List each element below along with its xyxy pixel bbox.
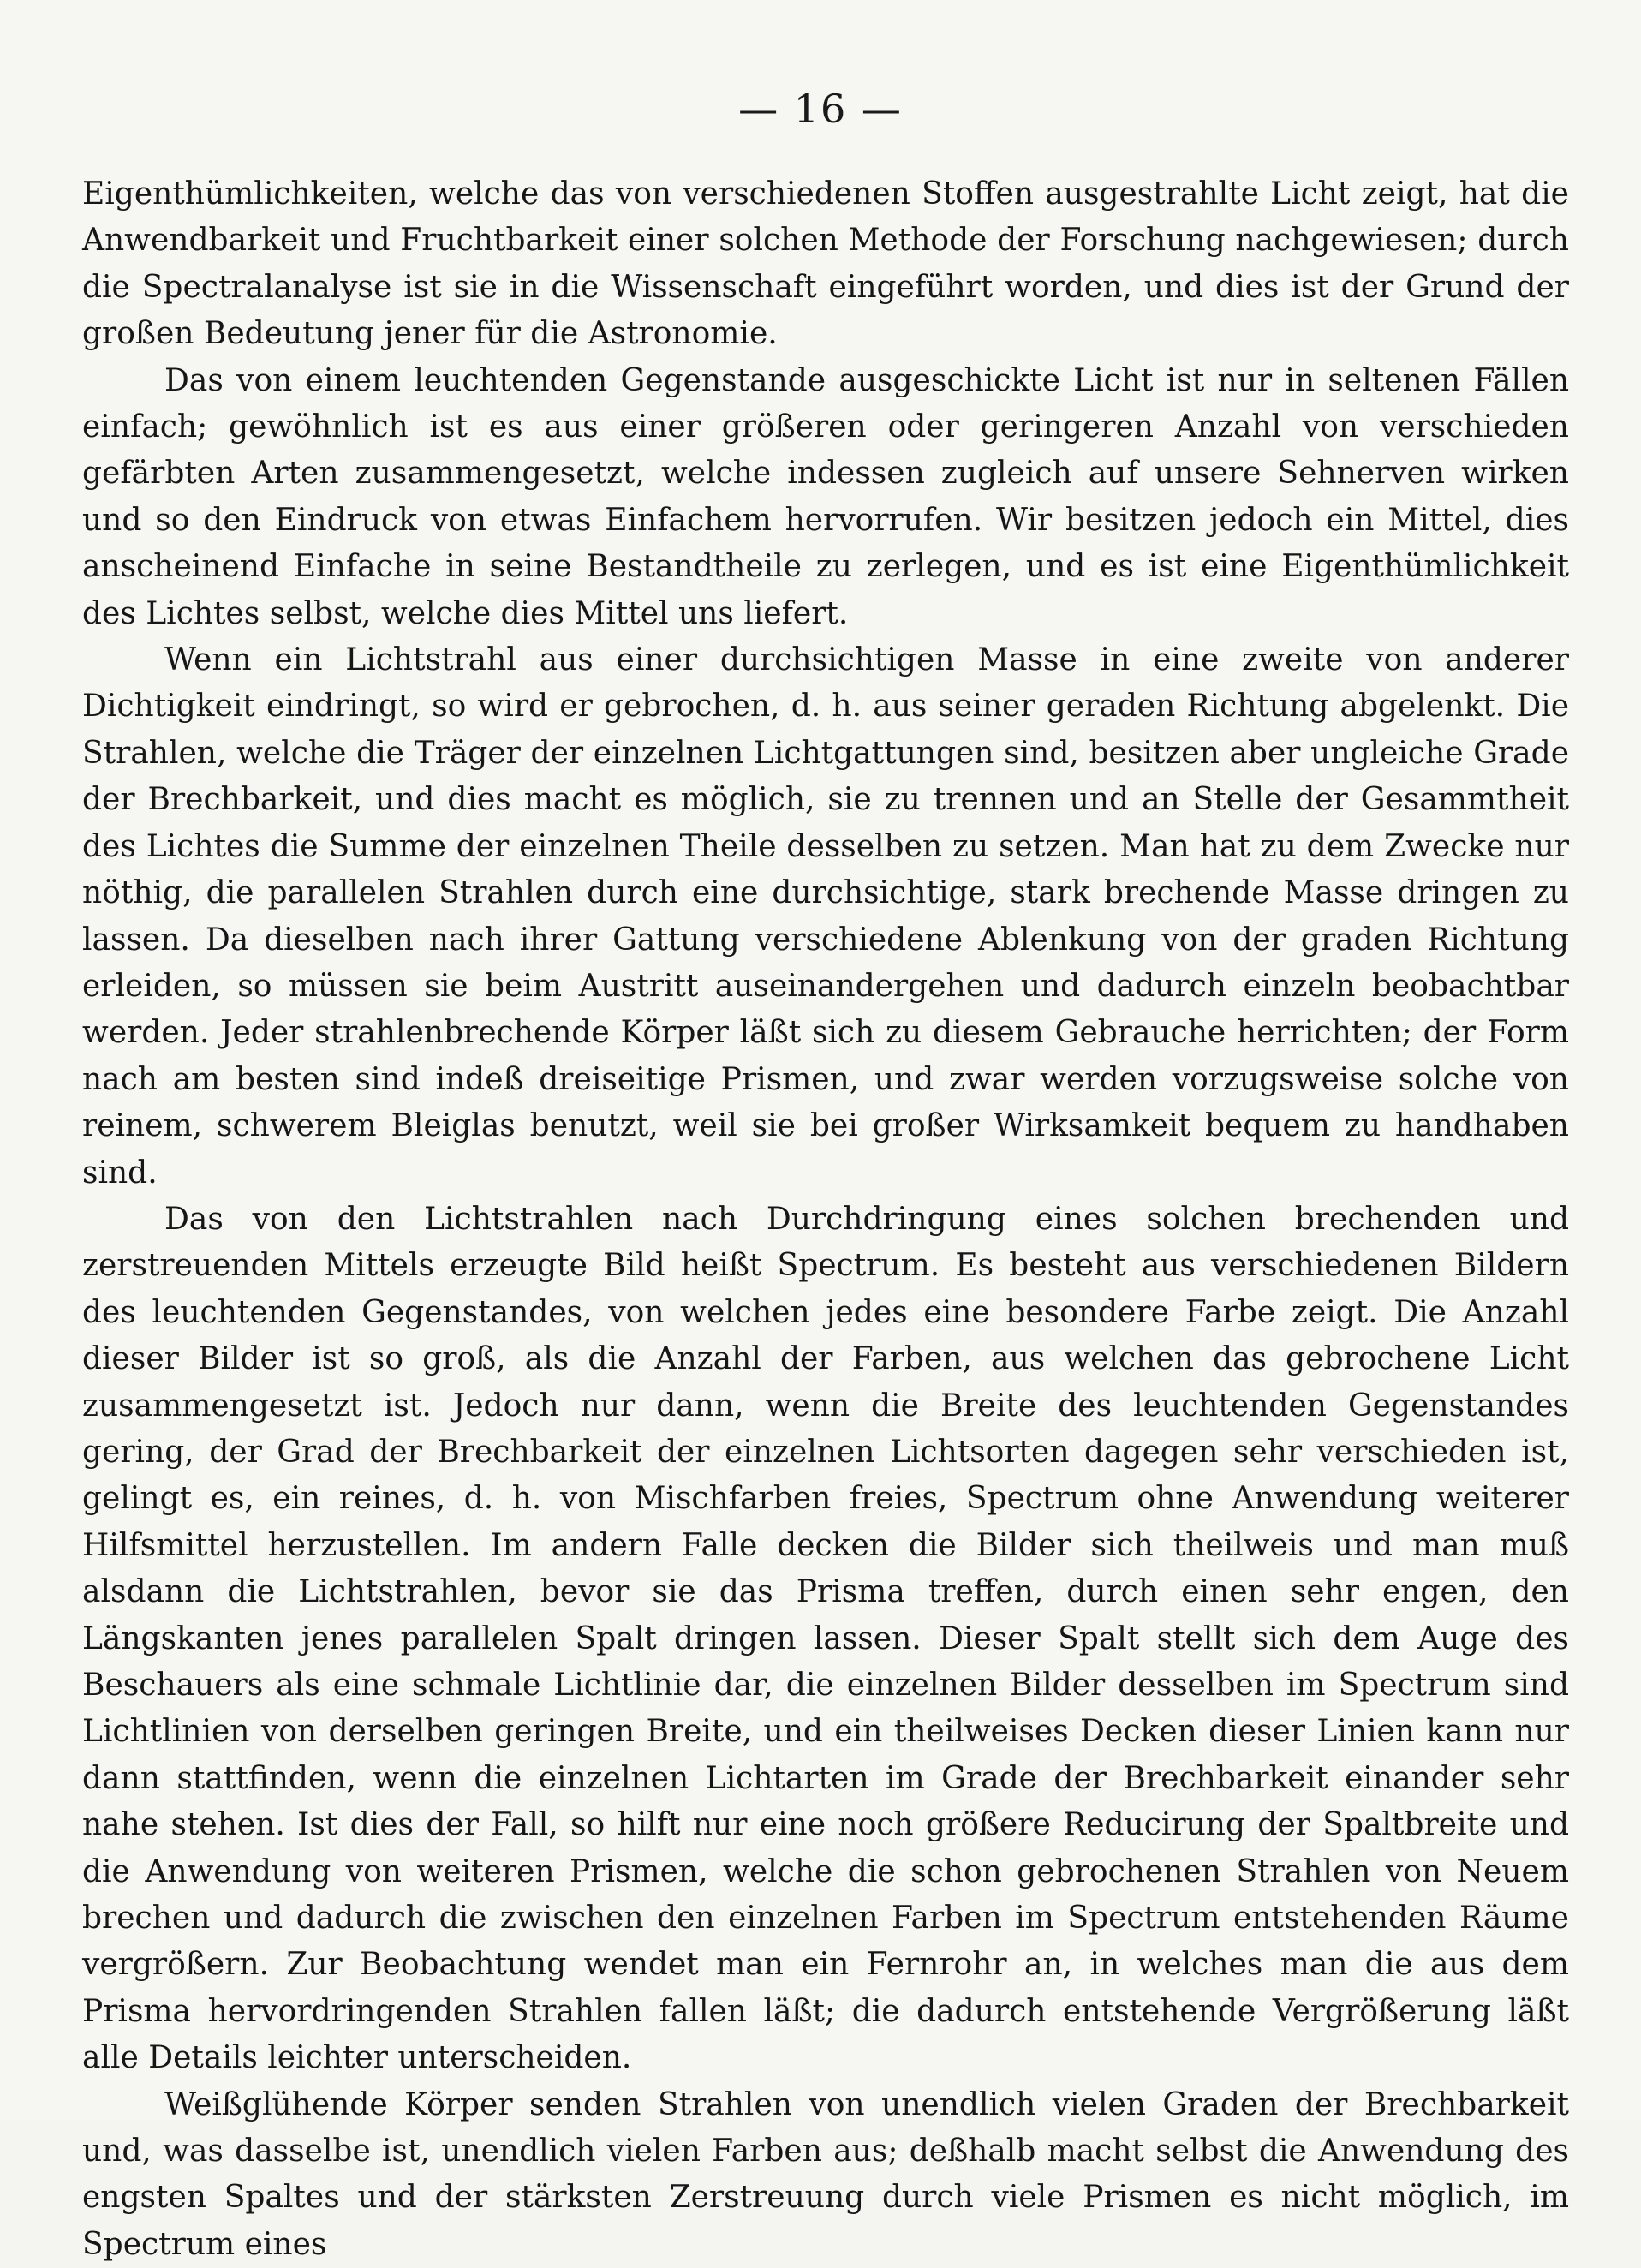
paragraph: Wenn ein Lichtstrahl aus einer durchsichtigen Masse in eine zweite von anderer Dichtigkeit eindringt, so wird er gebrochen, d. h. aus seiner geraden Richtung abgelenkt. Die Strahlen, welche die Träger der einzelnen Lichtgattungen sind, besitzen aber ungleiche Grade der Brechbarkeit, und dies macht es möglich, sie zu trennen und an Stelle der Gesammtheit des Lichtes die Summe der einzelnen Theile desselben zu setzen. Man hat zu dem Zwecke nur nöthig, die parallelen Strahlen durch eine durchsichtige, stark brechende Masse dringen zu lassen. Da dieselben nach ihrer Gattung verschiedene Ablenkung von der graden Richtung erleiden, so müssen sie beim Austritt auseinandergehen und dadurch einzeln beobachtbar werden. Jeder strahlenbrechende Körper läßt sich zu diesem Gebrauche herrichten; der Form nach am besten sind indeß dreiseitige Prismen, und zwar werden vorzugsweise solche von reinem, schwerem Bleiglas benutzt, weil sie bei großer Wirksamkeit bequem zu handhaben sind. (82, 642, 1569, 1191)
paragraph: Eigenthümlichkeiten, welche das von verschiedenen Stoffen ausgestrahlte Licht zeigt, hat die Anwendbarkeit und Fruchtbarkeit einer solchen Methode der Forschung nachgewiesen; durch die Spectralanalyse ist sie in die Wissenschaft eingeführt worden, und dies ist der Grund der großen Bedeutung jener für die Astronomie. (82, 176, 1569, 352)
page-body (82, 171, 1569, 2268)
paragraph: Das von einem leuchtenden Gegenstande ausgeschickte Licht ist nur in seltenen Fällen einfach; gewöhnlich ist es aus einer größeren oder geringeren Anzahl von verschieden gefärbten Arten zusammengesetzt, welche indessen zugleich auf unsere Sehnerven wirken und so den Eindruck von etwas Einfachem hervorrufen. Wir besitzen jedoch ein Mittel, dies anscheinend Einfache in seine Bestandtheile zu zerlegen, und es ist eine Eigenthümlichkeit des Lichtes selbst, welche dies Mittel uns liefert. (82, 362, 1569, 631)
page-number: — 16 — (738, 86, 903, 132)
paragraph: Weißglühende Körper senden Strahlen von unendlich vielen Graden der Brechbarkeit und, was dasselbe ist, unendlich vielen Farben aus; deßhalb macht selbst die Anwendung des engsten Spaltes und der stärksten Zerstreuung durch viele Prismen es nicht möglich, im Spectrum eines (82, 2086, 1569, 2262)
paragraph: Das von den Lichtstrahlen nach Durchdringung eines solchen brechenden und zerstreuenden Mittels erzeugte Bild heißt Spectrum. Es besteht aus verschiedenen Bildern des leuchtenden Gegenstandes, von welchen jedes eine besondere Farbe zeigt. Die Anzahl dieser Bilder ist so groß, als die Anzahl der Farben, aus welchen das gebrochene Licht zusammengesetzt ist. Jedoch nur dann, wenn die Breite des leuchtenden Gegenstandes gering, der Grad der Brechbarkeit der einzelnen Lichtsorten dagegen sehr verschieden ist, gelingt es, ein reines, d. h. von Mischfarben freies, Spectrum ohne Anwendung weiterer Hilfsmittel herzustellen. Im andern Falle decken die Bilder sich theilweis und man muß alsdann die Lichtstrahlen, bevor sie das Prisma treffen, durch einen sehr engen, den Längskanten jenes parallelen Spalt dringen lassen. Dieser Spalt stellt sich dem Auge des Beschauers als eine schmale Lichtlinie dar, die einzelnen Bilder desselben im Spectrum sind Lichtlinien von derselben geringen Breite, und ein theilweises Decken dieser Linien kann nur dann stattfinden, wenn die einzelnen Lichtarten im Grade der Brechbarkeit einander sehr nahe stehen. Ist dies der Fall, so hilft nur eine noch größere Reducirung der Spaltbreite und die Anwendung von weiteren Prismen, welche die schon gebrochenen Strahlen von Neuem brechen und dadurch die zwischen den einzelnen Farben im Spectrum entstehenden Räume vergrößern. Zur Beobachtung wendet man ein Fernrohr an, in welches man die aus dem Prisma hervordringenden Strahlen fallen läßt; die dadurch entstehende Vergrößerung läßt alle Details leichter unterscheiden. (82, 1201, 1569, 2076)
